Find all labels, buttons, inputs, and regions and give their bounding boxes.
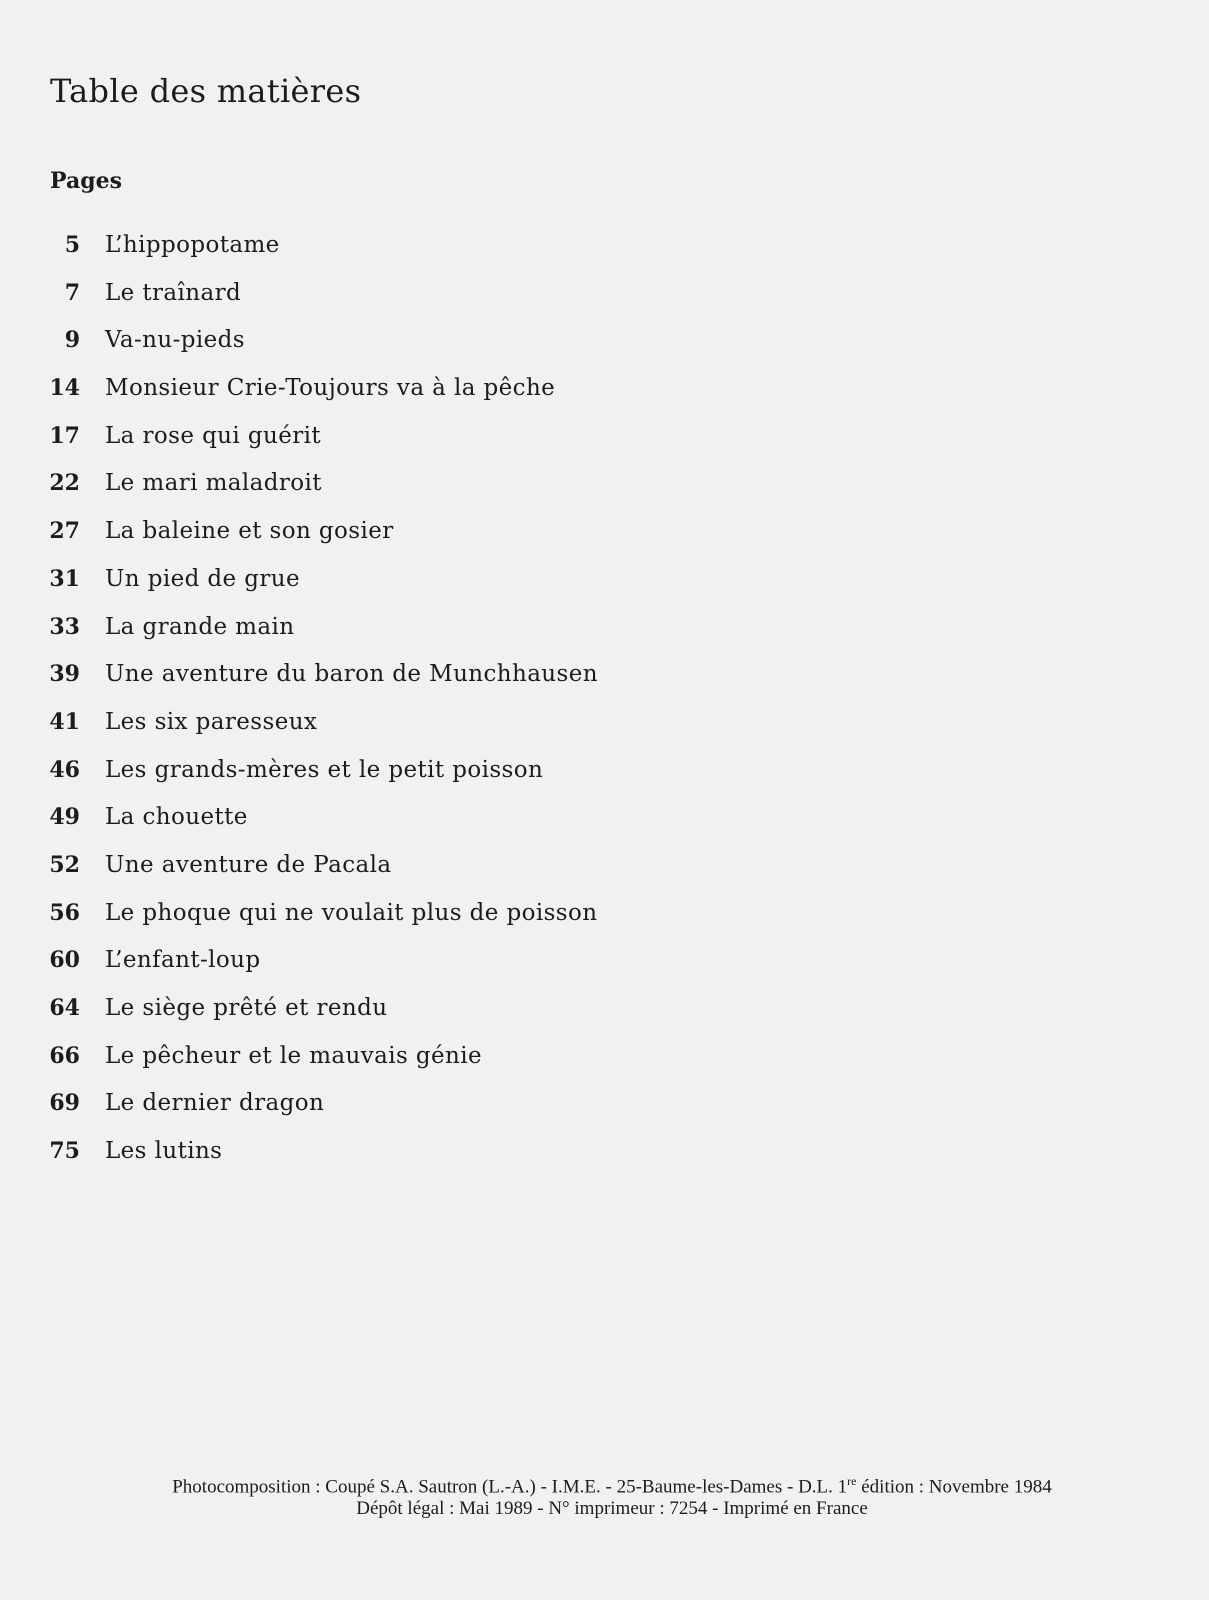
toc-page-number: 7 [64, 279, 80, 306]
toc-entry [0, 706, 800, 754]
toc-entry [0, 658, 800, 706]
toc-entry-title: La chouette [105, 804, 248, 831]
toc-page-number: 27 [49, 518, 80, 545]
toc-entry [0, 754, 800, 802]
toc-entry-title: Le phoque qui ne voulait plus de poisson [105, 899, 598, 926]
toc-entry [0, 849, 800, 897]
toc-page-number: 60 [49, 947, 80, 974]
toc-entry [0, 897, 800, 945]
toc-page-number: 46 [49, 756, 80, 783]
colophon-superscript: re [847, 1474, 857, 1488]
page-title: Table des matières [50, 72, 362, 110]
toc-page-number: 66 [49, 1042, 80, 1069]
pages-column-label: Pages [50, 168, 122, 194]
toc-page-number: 49 [49, 804, 80, 831]
toc-entry [0, 992, 800, 1040]
toc-entry-title: Le pêcheur et le mauvais génie [105, 1042, 483, 1069]
toc-entry-title: La grande main [105, 613, 295, 640]
toc-entry-title: Le traînard [105, 279, 242, 306]
toc-entry [0, 467, 800, 515]
toc-entry-title: Le mari maladroit [105, 470, 322, 497]
toc-page-number: 52 [49, 851, 80, 878]
toc-page-number: 39 [49, 661, 80, 688]
toc-entry-title: Monsieur Crie-Toujours va à la pêche [105, 375, 556, 402]
toc-entry-title: Une aventure du baron de Munchhausen [105, 661, 598, 688]
toc-page-number: 64 [49, 995, 80, 1021]
toc-entry [0, 1087, 800, 1135]
toc-entry [0, 563, 800, 611]
toc-entry [0, 324, 800, 372]
toc-page-number: 22 [49, 470, 80, 497]
toc-page-number: 14 [49, 375, 80, 402]
toc-entry [0, 515, 800, 563]
toc-entry-title: Le dernier dragon [105, 1090, 325, 1117]
toc-entry-title: Une aventure de Pacala [105, 851, 392, 878]
toc-entry [0, 372, 800, 420]
colophon-line-1 [0, 1470, 1209, 1498]
toc-page-number: 17 [49, 422, 80, 449]
toc-page-number: 33 [49, 613, 80, 640]
toc-entry-title: Un pied de grue [105, 565, 301, 592]
toc-entry-title: L’enfant-loup [105, 947, 261, 974]
toc-entry-title: Les six paresseux [105, 708, 318, 735]
colophon [0, 1470, 1209, 1520]
toc-page-number: 69 [49, 1090, 80, 1117]
toc-entry-title: Le siège prêté et rendu [105, 995, 388, 1021]
colophon-line-1-text: Photocomposition : Coupé S.A. Sautron (L.-A.) - I.M.E. - 25-Baume-les-Dames - D.L. 1 [172, 1476, 848, 1498]
toc-entry [0, 1135, 800, 1183]
toc-entry-title: Va-nu-pieds [105, 327, 245, 354]
toc-page-number: 5 [64, 232, 80, 258]
colophon-line-2: Dépôt légal : Mai 1989 - N° imprimeur : 7254 - Imprimé en France [356, 1498, 868, 1520]
toc-page-number: 31 [49, 565, 80, 592]
toc-page-number: 75 [49, 1138, 80, 1165]
toc-entry [0, 1040, 800, 1088]
toc-page-number: 9 [64, 327, 80, 354]
toc-entry-title: La rose qui guérit [105, 422, 322, 449]
toc-entry-title: La baleine et son gosier [105, 518, 394, 545]
toc-entry [0, 944, 800, 992]
toc-entry-title: L’hippopotame [105, 232, 280, 258]
toc-entry-title: Les grands-mères et le petit poisson [105, 756, 544, 783]
toc-page-number: 56 [49, 899, 80, 926]
toc-page-number: 41 [49, 708, 80, 735]
toc-entry [0, 277, 800, 325]
colophon-line-1-end: édition : Novembre 1984 [856, 1476, 1052, 1498]
table-of-contents [0, 229, 800, 1183]
toc-entry [0, 611, 800, 659]
toc-entry [0, 229, 800, 277]
toc-entry [0, 420, 800, 468]
toc-entry-title: Les lutins [105, 1138, 223, 1165]
toc-entry [0, 801, 800, 849]
